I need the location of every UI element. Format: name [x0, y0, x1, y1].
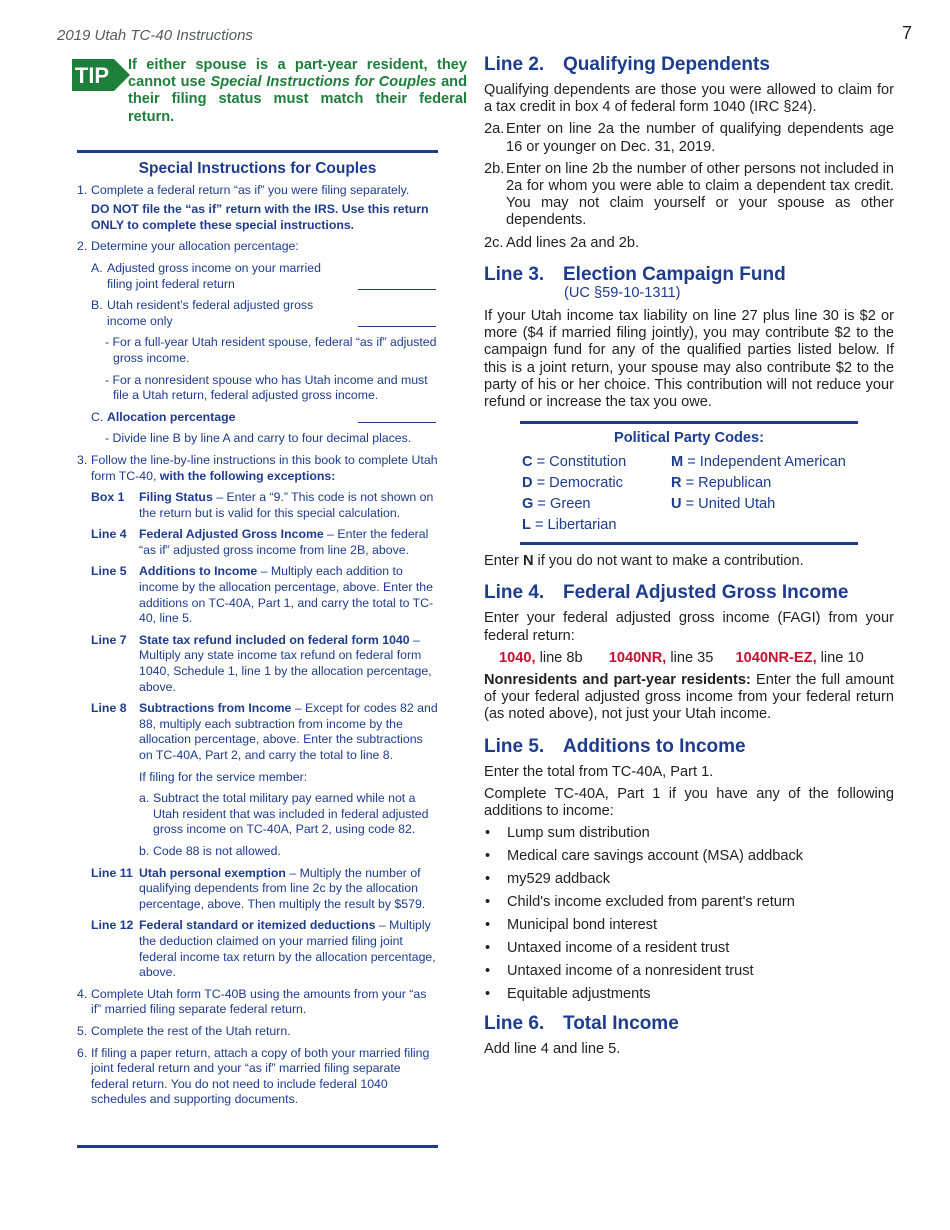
special-instructions-title: Special Instructions for Couples — [138, 160, 377, 177]
tip-text: If either spouse is a part-year resident, they cannot use Special Instructions for Couples and their filing status must match their federal return. — [128, 57, 468, 125]
paragraph: Enter your federal adjusted gross income (FAGI) from your federal return: — [484, 610, 894, 644]
list-item: • Lump sum distribution — [484, 825, 894, 842]
allocation-line-c: C. Allocation percentage — [77, 410, 438, 426]
blank-line — [358, 422, 436, 423]
party-code: R = Republican — [671, 475, 772, 492]
line-instruction: Line 11 Utah personal exemption – Multiply the number of qualifying dependents from line 2c by the allocation percentage, above. Then multiply the result by $579. — [91, 865, 426, 911]
line-instruction: Line 4 Federal Adjusted Gross Income – Enter the federal “as if” adjusted gross income from line 2B, above. — [91, 527, 429, 557]
party-code: L = Libertarian — [522, 517, 617, 534]
section-heading-line6: Line 6. Total Income — [484, 1012, 679, 1034]
dash-item: - For a full-year Utah resident spouse, federal “as if” adjusted gross income. — [105, 335, 437, 365]
section-heading-line3: Line 3. Election Campaign Fund — [484, 263, 786, 285]
paragraph: Complete TC-40A, Part 1 if you have any of the following additions to income: — [484, 785, 894, 820]
list-item: 4. Complete Utah form TC-40B using the amounts from your “as if” married filing separate federal return. — [77, 986, 427, 1017]
tip-callout — [57, 56, 467, 136]
list-item: • Equitable adjustments — [484, 986, 894, 1003]
line-2a: 2a. Enter on line 2a the number of qualifying dependents age 16 or younger on Dec. 31, 2019. — [484, 121, 894, 155]
left-column — [57, 56, 468, 1107]
list-item: • my529 addback — [484, 871, 894, 888]
line-instruction: Line 5 Additions to Income – Multiply each addition to income by the allocation percentage, above. Enter the additions on TC-40A, Part 1, and carry the total to TC-40, line 5. — [91, 564, 434, 626]
party-code: M = Independent American — [671, 454, 846, 471]
special-instructions-box — [77, 150, 438, 1148]
list-item: 1. Complete a federal return “as if” you were filing separately. — [77, 182, 410, 197]
tip-arrow-icon — [72, 59, 130, 91]
line-instruction: Line 8 Subtractions from Income – Except for codes 82 and 88, multiply each subtraction from income by the allocation percentage, above. Enter the subtractions on TC-40A, Part 2, and carry the total to line 8. — [91, 701, 438, 762]
dash-item: - Divide line B by line A and carry to four decimal places. — [105, 431, 412, 446]
line-instruction: Line 7 State tax refund included on federal form 1040 – Multiply any state income tax refund on federal form 1040, Schedule 1, line 1 by the allocation percentage, above. — [91, 632, 432, 694]
service-member-b: b. Code 88 is not allowed. — [139, 843, 281, 858]
federal-form-lines: 1040, line 8b 1040NR, line 35 1040NR-EZ, line 10 — [499, 649, 864, 666]
party-code: U = United Utah — [671, 496, 776, 513]
running-header: 2019 Utah TC-40 Instructions — [57, 27, 253, 44]
list-item: 2. Determine your allocation percentage: — [77, 239, 299, 254]
paragraph: Add line 4 and line 5. — [484, 1040, 621, 1057]
list-item: 3. Follow the line-by-line instructions in this book to complete Utah form TC-40, with the following exceptions: — [77, 452, 438, 483]
paragraph: Qualifying dependents are those you were allowed to claim for a tax credit in box 4 of federal form 1040 (IRC §24). — [484, 82, 894, 116]
blank-line — [358, 289, 436, 290]
right-column — [484, 54, 894, 1058]
line-2b: 2b. Enter on line 2b the number of other persons not included in 2a for whom you were able to claim a dependent tax credit. You may not claim yourself or your spouse as other dependents. — [484, 160, 894, 229]
nonresident-note: Nonresidents and part-year residents: Enter the full amount of your federal adjusted gross income from your federal return (as noted above), not just your Utah income. — [484, 672, 894, 723]
political-party-codes-box — [520, 421, 858, 545]
statute-citation: (UC §59-10-1311) — [564, 284, 681, 301]
paragraph: If your Utah income tax liability on line 27 plus line 30 is $2 or more ($4 if married filing jointly), you may contribute $2 to the campaign fund for any of the qualified parties listed below. If this is a joint return, your spouse may also contribute $2 to the party of his or her choice. This contribution will not reduce your refund or increase the tax you owe. — [484, 308, 894, 411]
no-contribution-note: Enter N if you do not want to make a contribution. — [484, 553, 804, 570]
line-instruction: Box 1 Filing Status – Enter a “9.” This code is not shown on the return but is valid for this special calculation. — [91, 490, 434, 520]
section-heading-line4: Line 4. Federal Adjusted Gross Income — [484, 582, 849, 604]
blank-line — [358, 326, 436, 327]
list-item: DO NOT file the “as if” return with the IRS. Use this return ONLY to complete these special instructions. — [91, 202, 429, 232]
allocation-line-b: B. Utah resident’s federal adjusted gross income only — [77, 298, 438, 329]
list-item: • Untaxed income of a nonresident trust — [484, 963, 894, 980]
page-number: 7 — [901, 23, 912, 43]
paragraph: Enter the total from TC-40A, Part 1. — [484, 763, 714, 780]
party-code: C = Constitution — [522, 454, 627, 471]
party-codes-title: Political Party Codes: — [613, 430, 765, 447]
list-item: • Untaxed income of a resident trust — [484, 940, 894, 957]
allocation-line-a: A. Adjusted gross income on your married filing joint federal return — [77, 261, 438, 292]
section-heading-line2: Line 2. Qualifying Dependents — [484, 54, 770, 75]
list-item: • Municipal bond interest — [484, 917, 894, 934]
service-member-intro: If filing for the service member: — [139, 769, 308, 784]
tip-badge-label: TIP — [74, 63, 110, 88]
list-item: 6. If filing a paper return, attach a copy of both your married filing joint federal return and your “as if” married filing separate federal return. You do not need to include federal 1040 schedules and supporting documents. — [77, 1045, 430, 1107]
party-code: D = Democratic — [522, 475, 623, 492]
list-item: 5. Complete the rest of the Utah return. — [77, 1023, 291, 1038]
line-instruction: Line 12 Federal standard or itemized deductions – Multiply the deduction claimed on your married filing joint federal income tax return by the allocation percentage, above. — [91, 918, 436, 980]
party-code: G = Green — [522, 496, 591, 513]
line-2c: 2c. Add lines 2a and 2b. — [484, 234, 640, 251]
section-heading-line5: Line 5. Additions to Income — [484, 735, 746, 757]
list-item: • Medical care savings account (MSA) addback — [484, 848, 894, 865]
service-member-a: a. Subtract the total military pay earned while not a Utah resident that was included in federal adjusted gross income on TC-40A, Part 2, using code 82. — [139, 791, 429, 837]
additions-list — [484, 825, 894, 1002]
dash-item: - For a nonresident spouse who has Utah income and must file a Utah return, federal adjusted gross income. — [105, 372, 428, 403]
list-item: • Child's income excluded from parent's return — [484, 894, 894, 911]
